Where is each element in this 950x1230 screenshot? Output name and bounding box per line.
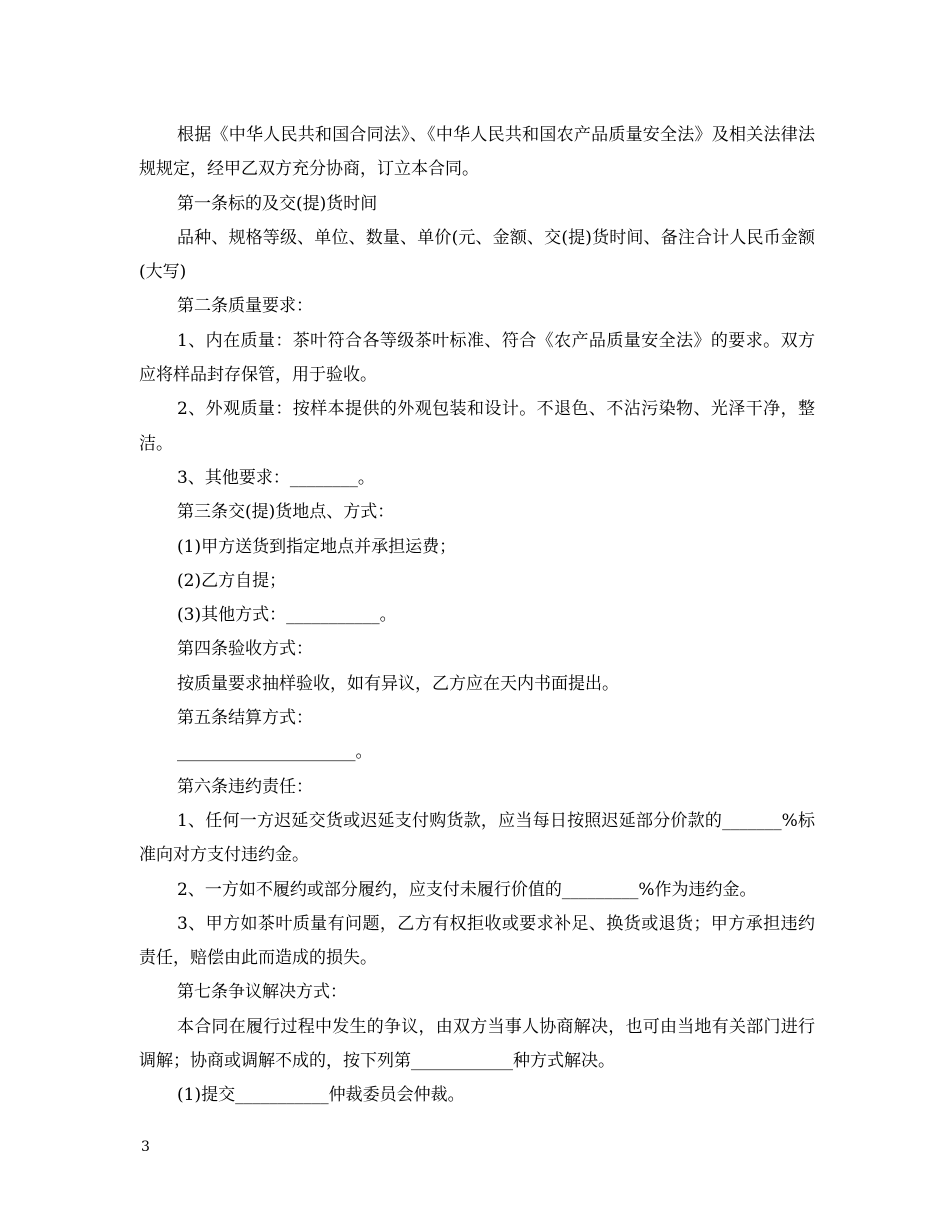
- paragraph-quality-liability: 3、甲方如茶叶质量有问题，乙方有权拒收或要求补足、换货或退货；甲方承担违约责任，赔偿由此而造成的损失。: [139, 913, 815, 969]
- paragraph-external-quality: 2、外观质量：按样本提供的外观包装和设计。不退色、不沾污染物、光泽干净，整洁。: [139, 399, 815, 454]
- paragraph-article-6-heading: 第六条违约责任：: [177, 776, 313, 797]
- paragraph-article-2-heading: 第二条质量要求：: [177, 296, 313, 317]
- paragraph-dispute-resolution: 本合同在履行过程中发生的争议，由双方当事人协商解决，也可由当地有关部门进行调解；协商或调解不成的，按下列第____________种方式解决。: [139, 1016, 815, 1072]
- paragraph-delivery-option-1: (1)甲方送货到指定地点并承担运费；: [177, 536, 457, 557]
- paragraph-preamble: 根据《中华人民共和国合同法》、《中华人民共和国农产品质量安全法》及相关法律法规规定，经甲乙双方充分协商，订立本合同。: [139, 125, 815, 180]
- paragraph-other-requirements: 3、其他要求：________。: [177, 467, 375, 488]
- paragraph-internal-quality: 1、内在质量：茶叶符合各等级茶叶标准、符合《农产品质量安全法》的要求。双方应将样品封存保管，用于验收。: [139, 330, 815, 386]
- paragraph-article-1-heading: 第一条标的及交(提)货时间: [177, 193, 378, 214]
- paragraph-delivery-option-2: (2)乙方自提；: [177, 570, 287, 591]
- page-number: 3: [141, 1139, 150, 1155]
- paragraph-nonperformance-penalty: 2、一方如不履约或部分履约，应支付未履行价值的_________%作为违约金。: [177, 879, 757, 900]
- paragraph-arbitration-option: (1)提交___________仲裁委员会仲裁。: [177, 1085, 465, 1106]
- paragraph-delivery-option-3: (3)其他方式：___________。: [177, 605, 397, 626]
- paragraph-settlement-blank: _____________________。: [177, 742, 373, 763]
- paragraph-article-7-heading: 第七条争议解决方式：: [177, 982, 347, 1003]
- paragraph-inspection: 按质量要求抽样验收，如有异议，乙方应在天内书面提出。: [177, 673, 619, 694]
- paragraph-article-3-heading: 第三条交(提)货地点、方式：: [177, 502, 395, 523]
- paragraph-article-1-items: 品种、规格等级、单位、数量、单价(元、金额、交(提)货时间、备注合计人民币金额(大写): [139, 227, 815, 283]
- document-body: [139, 118, 815, 1113]
- paragraph-article-4-heading: 第四条验收方式：: [177, 639, 313, 660]
- paragraph-article-5-heading: 第五条结算方式：: [177, 708, 313, 729]
- paragraph-late-penalty: 1、任何一方迟延交货或迟延支付购货款，应当每日按照迟延部分价款的_______%标准向对方支付违约金。: [139, 810, 815, 866]
